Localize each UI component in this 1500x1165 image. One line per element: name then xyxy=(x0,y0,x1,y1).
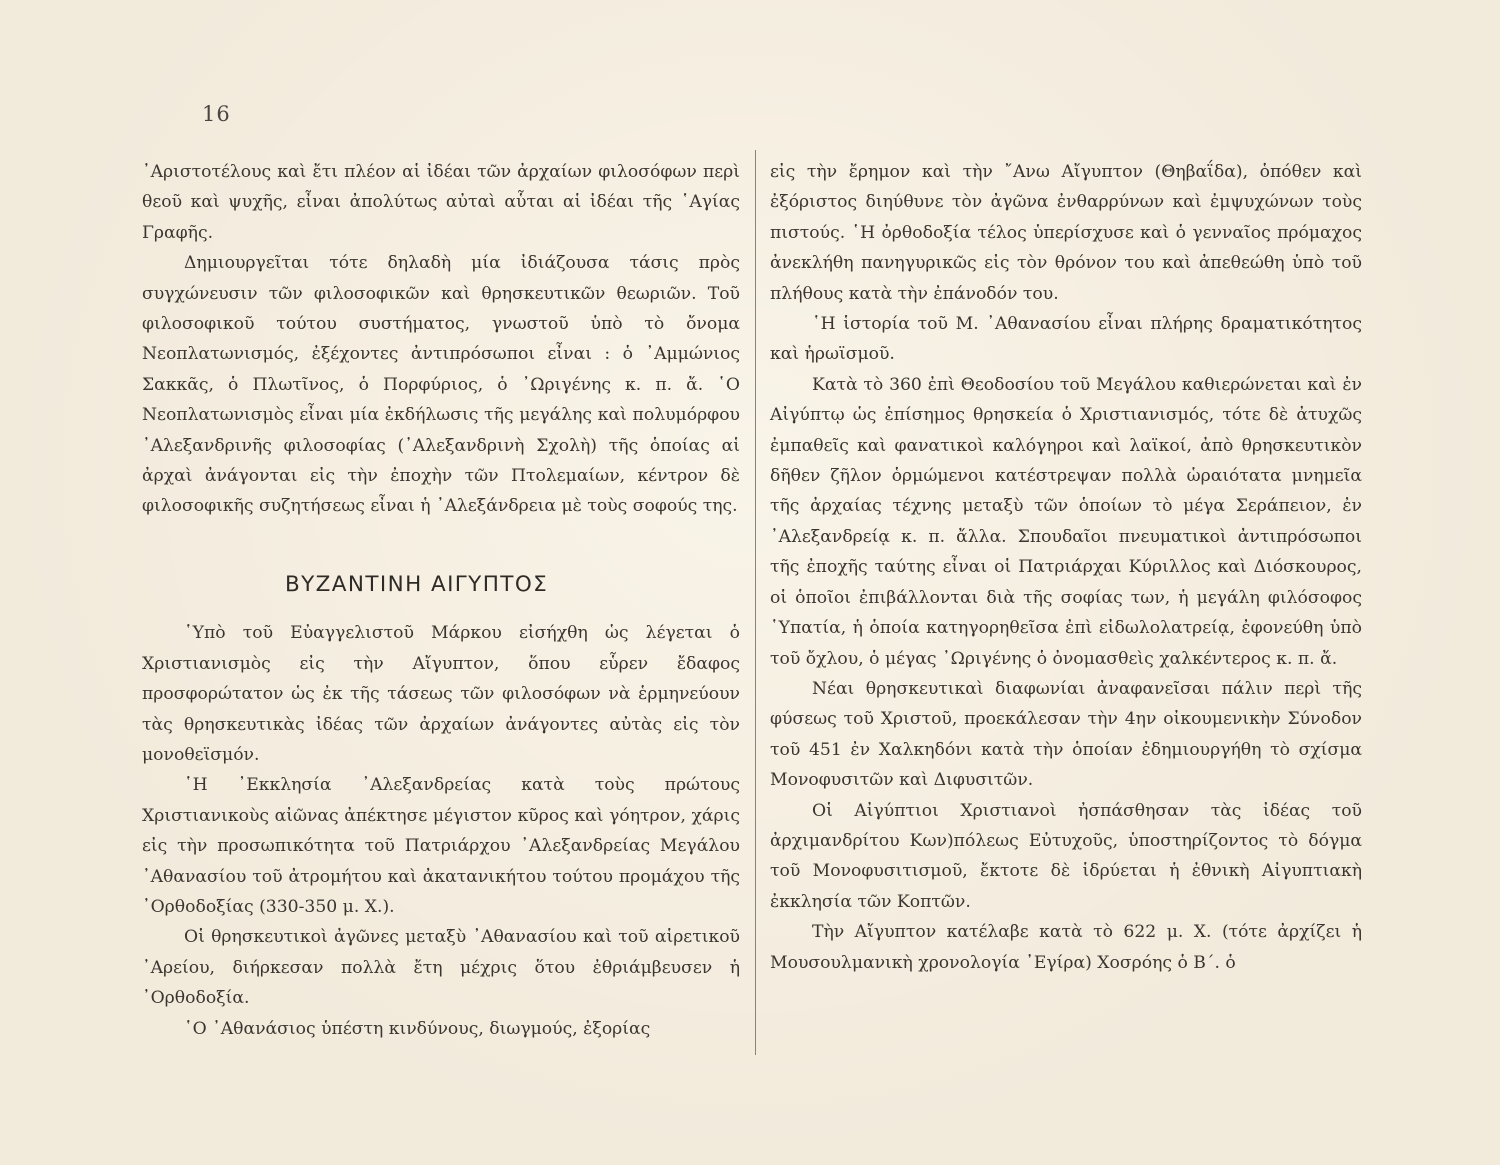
column-divider xyxy=(755,150,756,1055)
paragraph: Νέαι θρησκευτικαὶ διαφωνίαι ἀναφανεῖσαι πάλιν περὶ τῆς φύσεως τοῦ Χριστοῦ, προεκάλεσαν τὴν 4ην οἰκουμενικὴν Σύνοδον τοῦ 451 ἐν Χαλκηδόνι κατὰ τὴν ὁποίαν ἐδημιουργήθη τὸ σχίσμα Μονοφυσιτῶν καὶ Διφυσιτῶν. xyxy=(770,678,1362,791)
paragraph: Τὴν Αἴγυπτον κατέλαβε κατὰ τὸ 622 μ. Χ. (τότε ἀρχίζει ἡ Μουσουλμανικὴ χρονολογία ᾿Εγίρα) Χοσρόης ὁ Β΄. ὁ xyxy=(770,922,1362,973)
paragraph: Οἱ Αἰγύπτιοι Χριστιανοὶ ἠσπάσθησαν τὰς ἰδέας τοῦ ἀρχιμανδρίτου Κων)πόλεως Εὐτυχοῦς, ὑποστηρίζοντος τὸ δόγμα τοῦ Μονοφυσιτισμοῦ, ἔκτοτε δὲ ἱδρύεται ἡ ἐθνικὴ Αἰγυπτιακὴ ἐκκλησία τῶν Κοπτῶν. xyxy=(770,800,1362,912)
left-column xyxy=(142,157,740,1044)
paragraph: Κατὰ τὸ 360 ἐπὶ Θεοδοσίου τοῦ Μεγάλου καθιερώνεται καὶ ἐν Αἰγύπτῳ ὡς ἐπίσημος θρησκεία ὁ Χριστιανισμός, τότε δὲ ἀτυχῶς ἐμπαθεῖς καὶ φανατικοὶ καλόγηροι καὶ λαϊκοί, ἀπὸ θρησκευτικὸν δῆθεν ζῆλον ὁρμώμενοι κατέστρεψαν πολλὰ ὡραιότατα μνημεῖα τῆς ἀρχαίας τέχνης μεταξὺ τῶν ὁποίων τὸ μέγα Σεράπειον, ἐν ᾿Αλεξανδρείᾳ κ. π. ἄλλα. Σπουδαῖοι πνευματικοὶ ἀντιπρόσωποι τῆς ἐποχῆς ταύτης εἶναι οἱ Πατριάρχαι Κύριλλος καὶ Διόσκουρος, οἱ ὁποῖοι ἐπιβάλλονται διὰ τῆς σοφίας των, ἡ μεγάλη φιλόσοφος ῾Υπατία, ἡ ὁποία κατηγορηθεῖσα ἐπὶ εἰδωλολατρείᾳ, ἐφονεύθη ὑπὸ τοῦ ὄχλου, ὁ μέγας ᾿Ωριγένης ὁ ὀνομασθεὶς χαλκέντερος κ. π. ἄ. xyxy=(770,374,1362,669)
paragraph: ῾Η ᾿Εκκλησία ᾿Αλεξανδρείας κατὰ τοὺς πρώτους Χριστιανικοὺς αἰῶνας ἀπέκτησε μέγιστον κῦρος καὶ γόητρον, χάρις εἰς τὴν προσωπικότητα τοῦ Πατριάρχου ᾿Αλεξανδρείας Μεγάλου ᾿Αθανασίου τοῦ ἀτρομήτου καὶ ἀκατανικήτου τούτου προμάχου τῆς ᾿Ορθοδοξίας (330-350 μ. Χ.). xyxy=(142,775,740,917)
paragraph: ῾Η ἱστορία τοῦ Μ. ᾿Αθανασίου εἶναι πλήρης δραματικότητος καὶ ἡρωϊσμοῦ. xyxy=(770,314,1362,365)
paragraph: ῾Ο ᾿Αθανάσιος ὑπέστη κινδύνους, διωγμούς, ἐξορίας xyxy=(184,1018,651,1039)
paragraph: ῾Υπὸ τοῦ Εὐαγγελιστοῦ Μάρκου εἰσήχθη ὡς λέγεται ὁ Χριστιανισμὸς εἰς τὴν Αἴγυπτον, ὅπου εὗρεν ἔδαφος προσφορώτατον ὡς ἐκ τῆς τάσεως τῶν φιλοσόφων νὰ ἑρμηνεύουν τὰς θρησκευτικὰς ἰδέας τῶν ἀρχαίων ἀνάγοντες αὐτὰς εἰς τὸν μονοθεϊσμόν. xyxy=(142,623,740,765)
paragraph: ᾿Αριστοτέλους καὶ ἔτι πλέον αἱ ἰδέαι τῶν ἀρχαίων φιλοσόφων περὶ θεοῦ καὶ ψυχῆς, εἶναι ἀπολύτως αὐταὶ αὗται αἱ ἰδέαι τῆς ῾Αγίας Γραφῆς. xyxy=(142,162,740,243)
section-heading: ΒΥΖΑΝΤΙΝΗ ΑΙΓΥΠΤΟΣ xyxy=(285,571,549,597)
paragraph: Οἱ θρησκευτικοὶ ἀγῶνες μεταξὺ ᾿Αθανασίου καὶ τοῦ αἱρετικοῦ ᾿Αρείου, διήρκεσαν πολλὰ ἔτη μέχρις ὅτου ἐθριάμβευσεν ἡ ᾿Ορθοδοξία. xyxy=(142,927,740,1009)
page-number: 16 xyxy=(202,102,231,126)
paragraph: εἰς τὴν ἔρημον καὶ τὴν ῎Ανω Αἴγυπτον (Θηβαΐδα), ὁπόθεν καὶ ἐξόριστος διηύθυνε τὸν ἀγῶνα ἐνθαρρύνων καὶ ἐμψυχώνων τοὺς πιστούς. ῾Η ὀρθοδοξία τέλος ὑπερίσχυσε καὶ ὁ γενναῖος πρόμαχος ἀνεκλήθη πανηγυρικῶς εἰς τὸν θρόνον του καὶ ἀπεθεώθη ὑπὸ τοῦ πλήθους κατὰ τὴν ἐπάνοδόν του. xyxy=(770,162,1362,304)
paragraph: Δημιουργεῖται τότε δηλαδὴ μία ἰδιάζουσα τάσις πρὸς συγχώνευσιν τῶν φιλοσοφικῶν καὶ θρησκευτικῶν θεωριῶν. Τοῦ φιλοσοφικοῦ τούτου συστήματος, γνωστοῦ ὑπὸ τὸ ὄνομα Νεοπλατωνισμός, ἐξέχοντες ἀντιπρόσωποι εἶναι : ὁ ᾿Αμμώνιος Σακκᾶς, ὁ Πλωτῖνος, ὁ Πορφύριος, ὁ ᾿Ωριγένης κ. π. ἄ. ῾Ο Νεοπλατωνισμὸς εἶναι μία ἐκδήλωσις τῆς μεγάλης καὶ πολυμόρφου ᾿Αλεξανδρινῆς φιλοσοφίας (᾿Αλεξανδρινὴ Σχολὴ) τῆς ὁποίας αἱ ἀρχαὶ ἀνάγονται εἰς τὴν ἐποχὴν τῶν Πτολεμαίων, κέντρον δὲ φιλοσοφικῆς συζητήσεως εἶναι ἡ ᾿Αλεξάνδρεια μὲ τοὺς σοφούς της. xyxy=(142,253,740,517)
right-column xyxy=(770,157,1362,978)
